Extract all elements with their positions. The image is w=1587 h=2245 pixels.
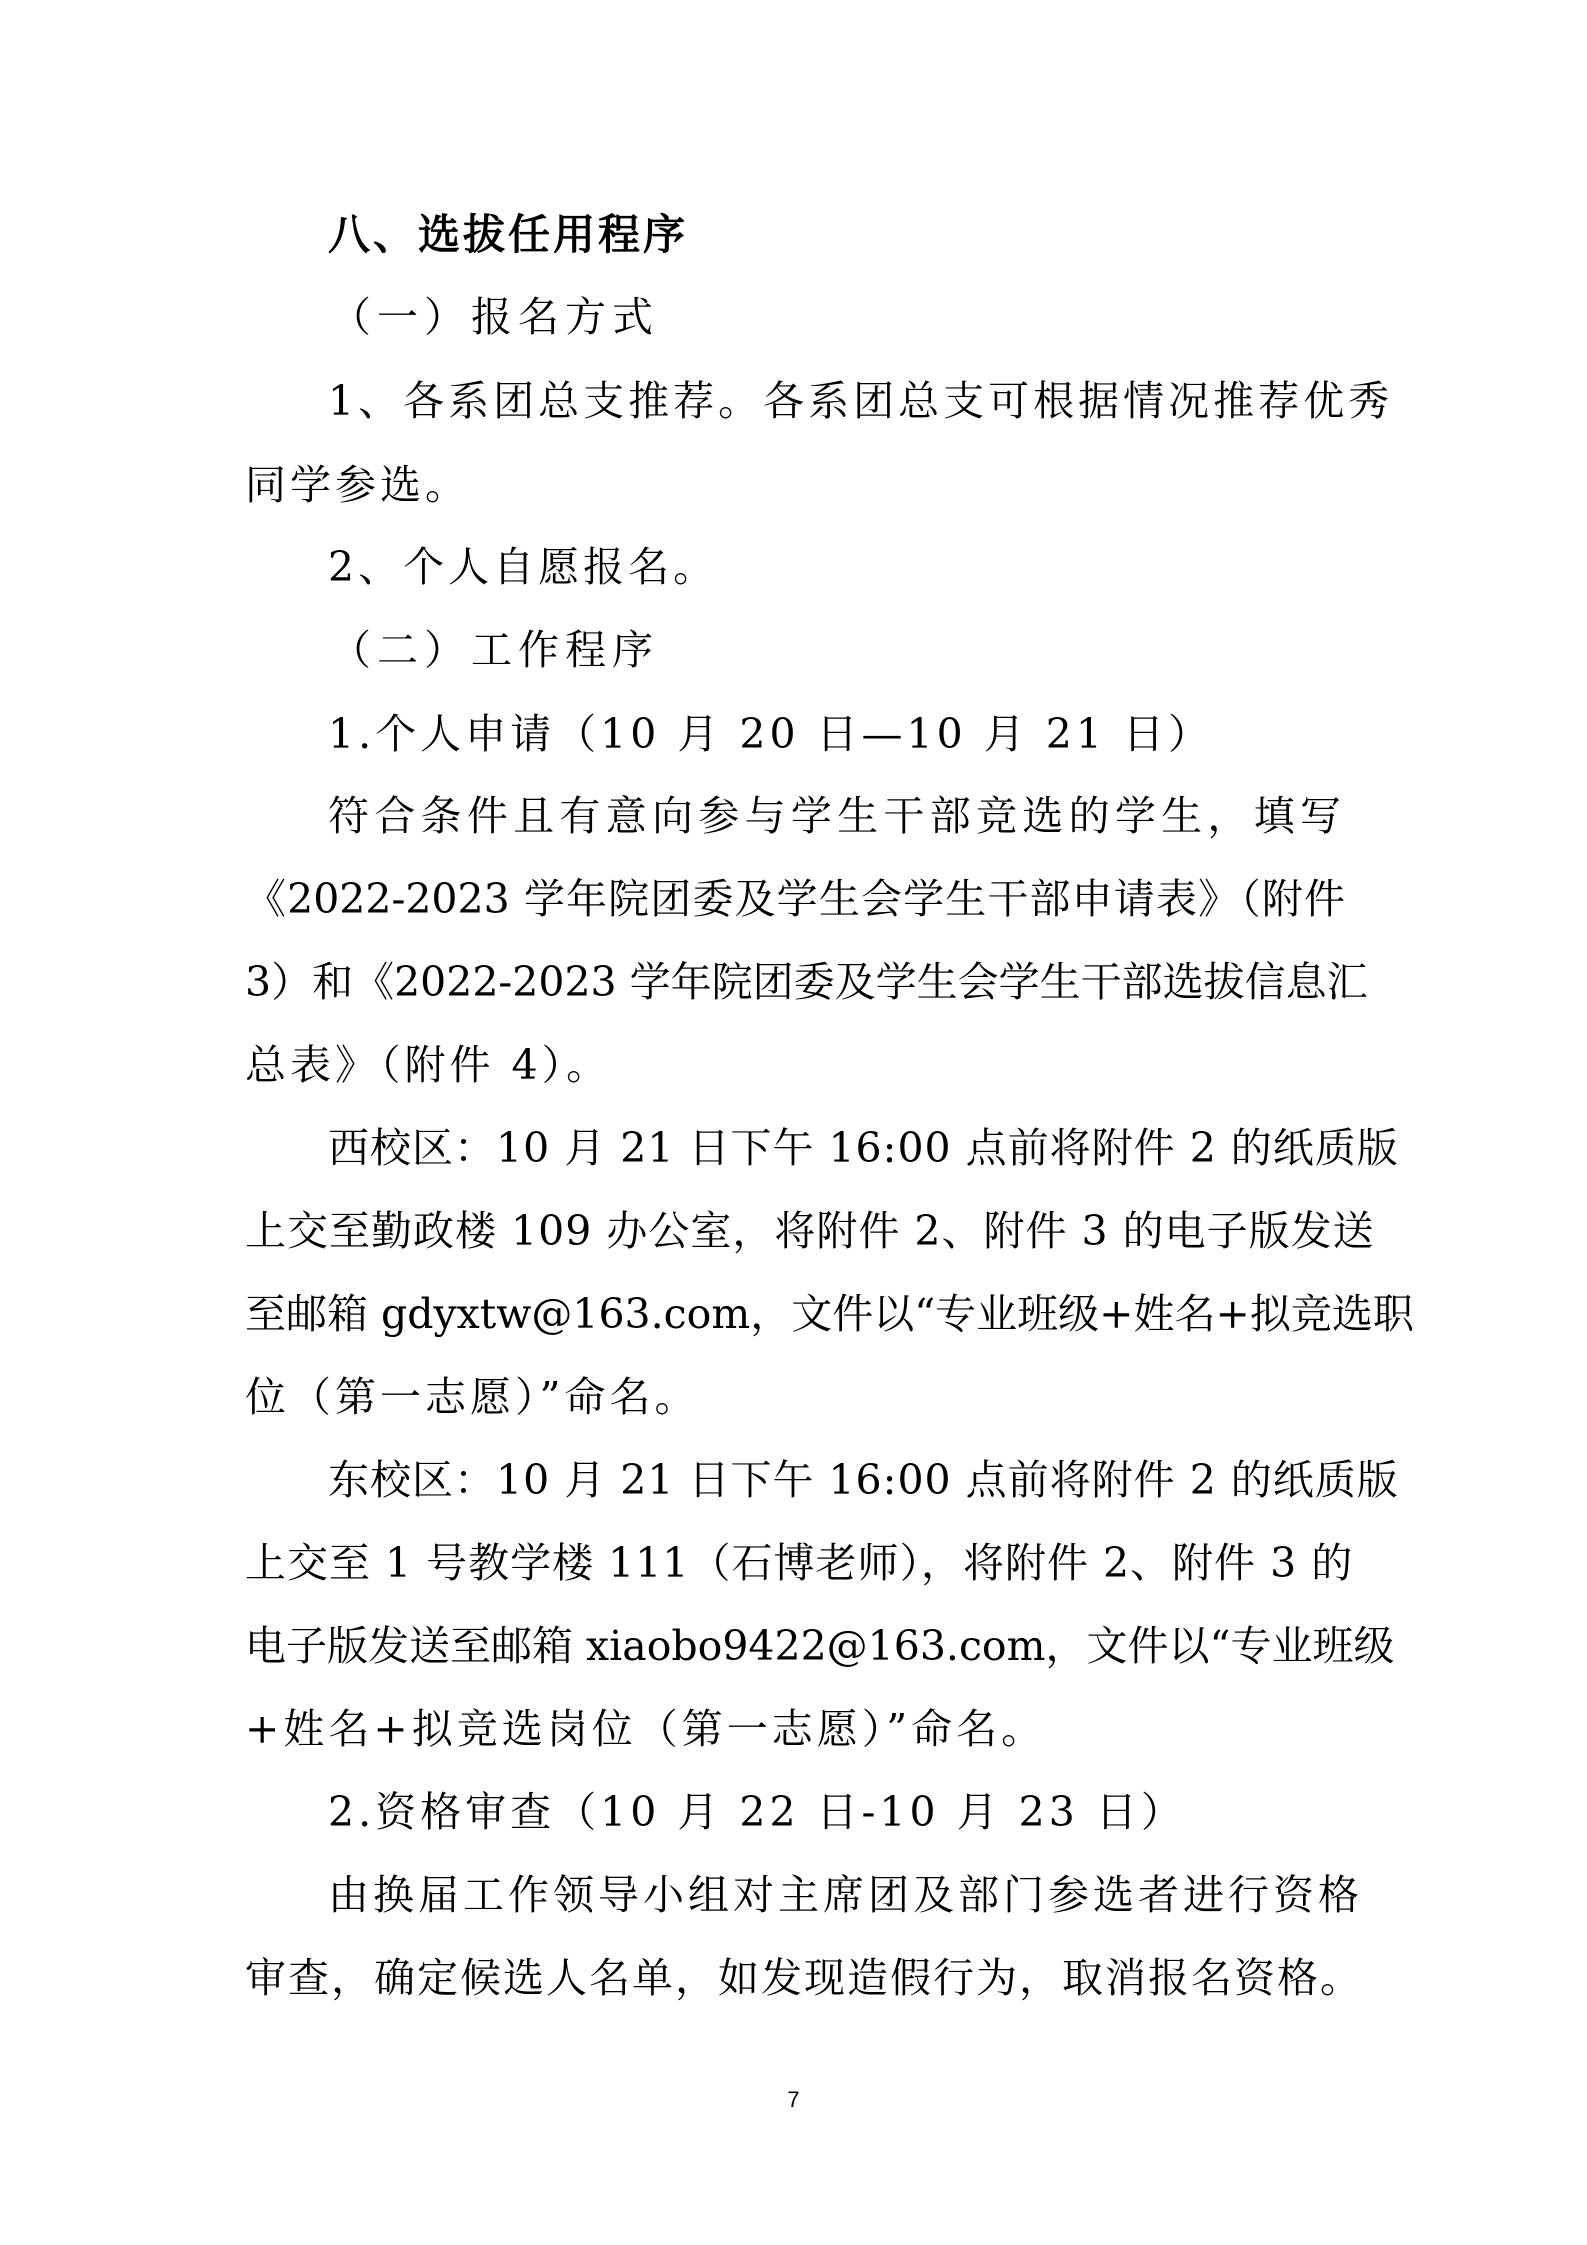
paragraph-line: 由换届工作领导小组对主席团及部门参选者进行资格 <box>328 1871 1363 1919</box>
paragraph-line: 位（第一志愿）”命名。 <box>245 1373 700 1421</box>
paragraph-line: 符合条件且有意向参与学生干部竞选的学生，填写 <box>328 792 1345 840</box>
paragraph-line: 上交至勤政楼 109 办公室，将附件 2、附件 3 的电子版发送 <box>245 1207 1375 1255</box>
paragraph-line: +姓名+拟竞选岗位（第一志愿）”命名。 <box>245 1705 1047 1753</box>
paragraph-line: 同学参选。 <box>245 461 470 509</box>
step-title-application: 1.个人申请（10 月 20 日—10 月 21 日） <box>328 710 1213 758</box>
paragraph-line: 总表》（附件 4）。 <box>245 1041 612 1089</box>
paragraph-line: 2、个人自愿报名。 <box>328 543 719 591</box>
paragraph-line: 上交至 1 号教学楼 111（石博老师），将附件 2、附件 3 的 <box>245 1539 1354 1587</box>
paragraph-line: 电子版发送至邮箱 xiaobo9422@163.com，文件以“专业班级 <box>245 1622 1395 1670</box>
paragraph-line: 3）和《2022-2023 学年院团委及学生会学生干部选拔信息汇 <box>245 958 1368 1006</box>
paragraph-line: 西校区：10 月 21 日下午 16:00 点前将附件 2 的纸质版 <box>328 1124 1399 1172</box>
section-title: 八、选拔任用程序 <box>328 210 689 259</box>
paragraph-line: 《2022-2023 学年院团委及学生会学生干部申请表》（附件 <box>245 875 1345 923</box>
page-number: 7 <box>787 2087 800 2112</box>
subsection-title-procedure: （二）工作程序 <box>330 626 659 674</box>
paragraph-line: 审查，确定候选人名单，如发现造假行为，取消报名资格。 <box>245 1954 1363 2002</box>
subsection-title-registration: （一）报名方式 <box>330 293 659 341</box>
paragraph-line: 至邮箱 gdyxtw@163.com，文件以“专业班级+姓名+拟竞选职 <box>245 1290 1414 1338</box>
paragraph-line: 1、各系团总支推荐。各系团总支可根据情况推荐优秀 <box>328 377 1394 425</box>
paragraph-line: 东校区：10 月 21 日下午 16:00 点前将附件 2 的纸质版 <box>328 1456 1399 1504</box>
step-title-qualification-review: 2.资格审查（10 月 22 日-10 月 23 日） <box>328 1788 1186 1836</box>
